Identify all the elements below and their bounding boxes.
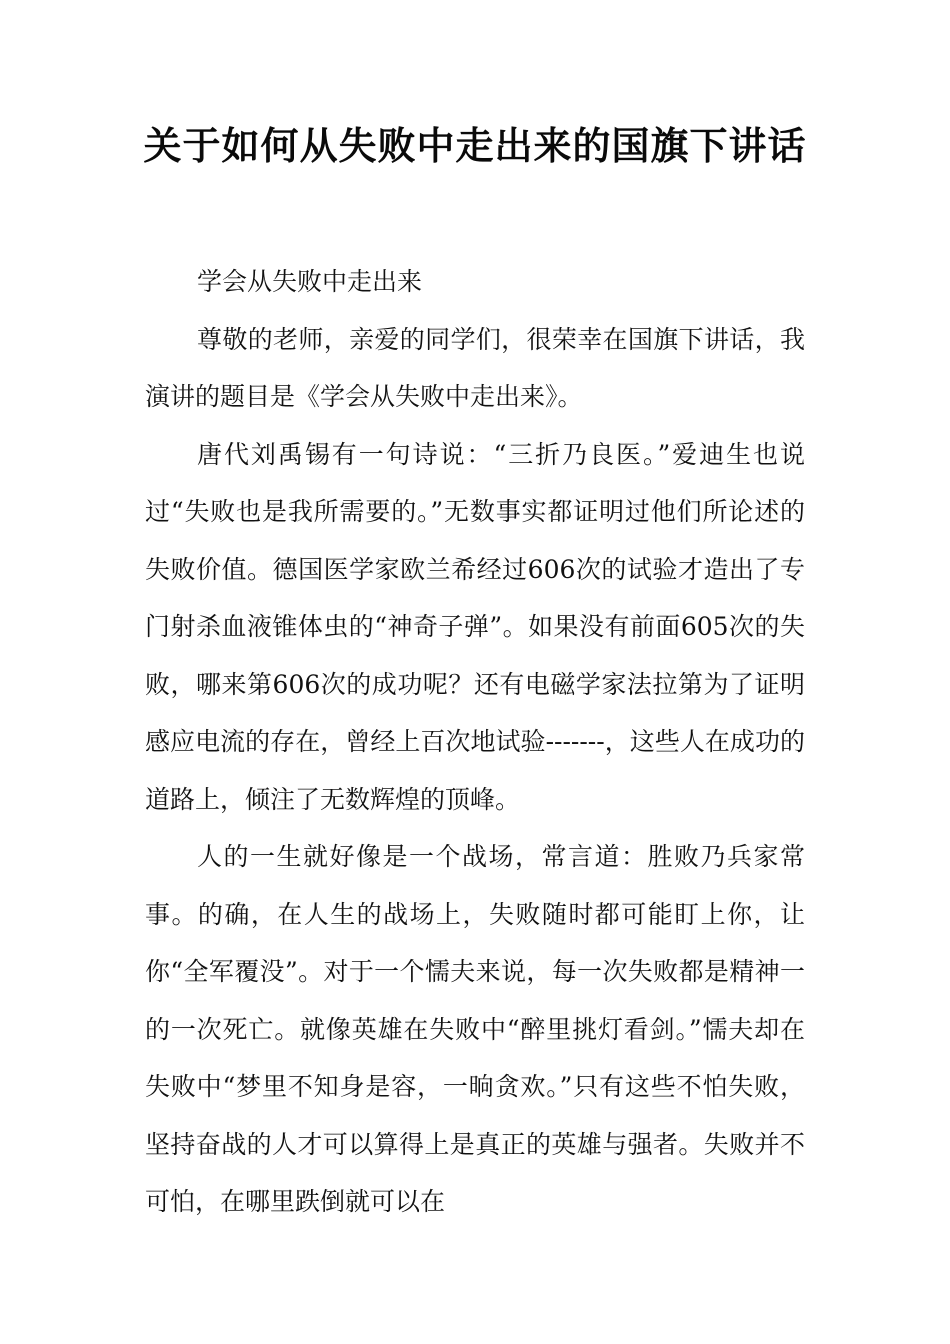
paragraph-examples: 唐代刘禹锡有一句诗说：“三折乃良医。”爱迪生也说过“失败也是我所需要的。”无数事实都证明过他们所论述的失败价值。德国医学家欧兰希经过606次的试验才造出了专门射杀血液锥体虫的“神奇子弹”。如果没有前面605次的失败，哪来第606次的成功呢？还有电磁学家法拉第为了证明感应电流的存在，曾经上百次地试验-------，这些人在成功的道路上，倾注了无数辉煌的顶峰。 <box>145 439 805 814</box>
paragraph-battlefield: 人的一生就好像是一个战场，常言道：胜败乃兵家常事。的确，在人生的战场上，失败随时都可能盯上你，让你“全军覆没”。对于一个懦夫来说，每一次失败都是精神一的一次死亡。就像英雄在失败中“醉里挑灯看剑。”懦夫却在失败中“梦里不知身是容，一晌贪欢。”只有这些不怕失败，坚持奋战的人才可以算得上是真正的英雄与强者。失败并不可怕，在哪里跌倒就可以在 <box>145 842 805 1216</box>
paragraph-greeting: 尊敬的老师，亲爱的同学们，很荣幸在国旗下讲话，我演讲的题目是《学会从失败中走出来》。 <box>145 324 805 411</box>
document-title: 关于如何从失败中走出来的国旗下讲话 <box>143 124 807 168</box>
paragraph-subtitle: 学会从失败中走出来 <box>197 267 423 296</box>
document-body <box>145 253 805 1231</box>
